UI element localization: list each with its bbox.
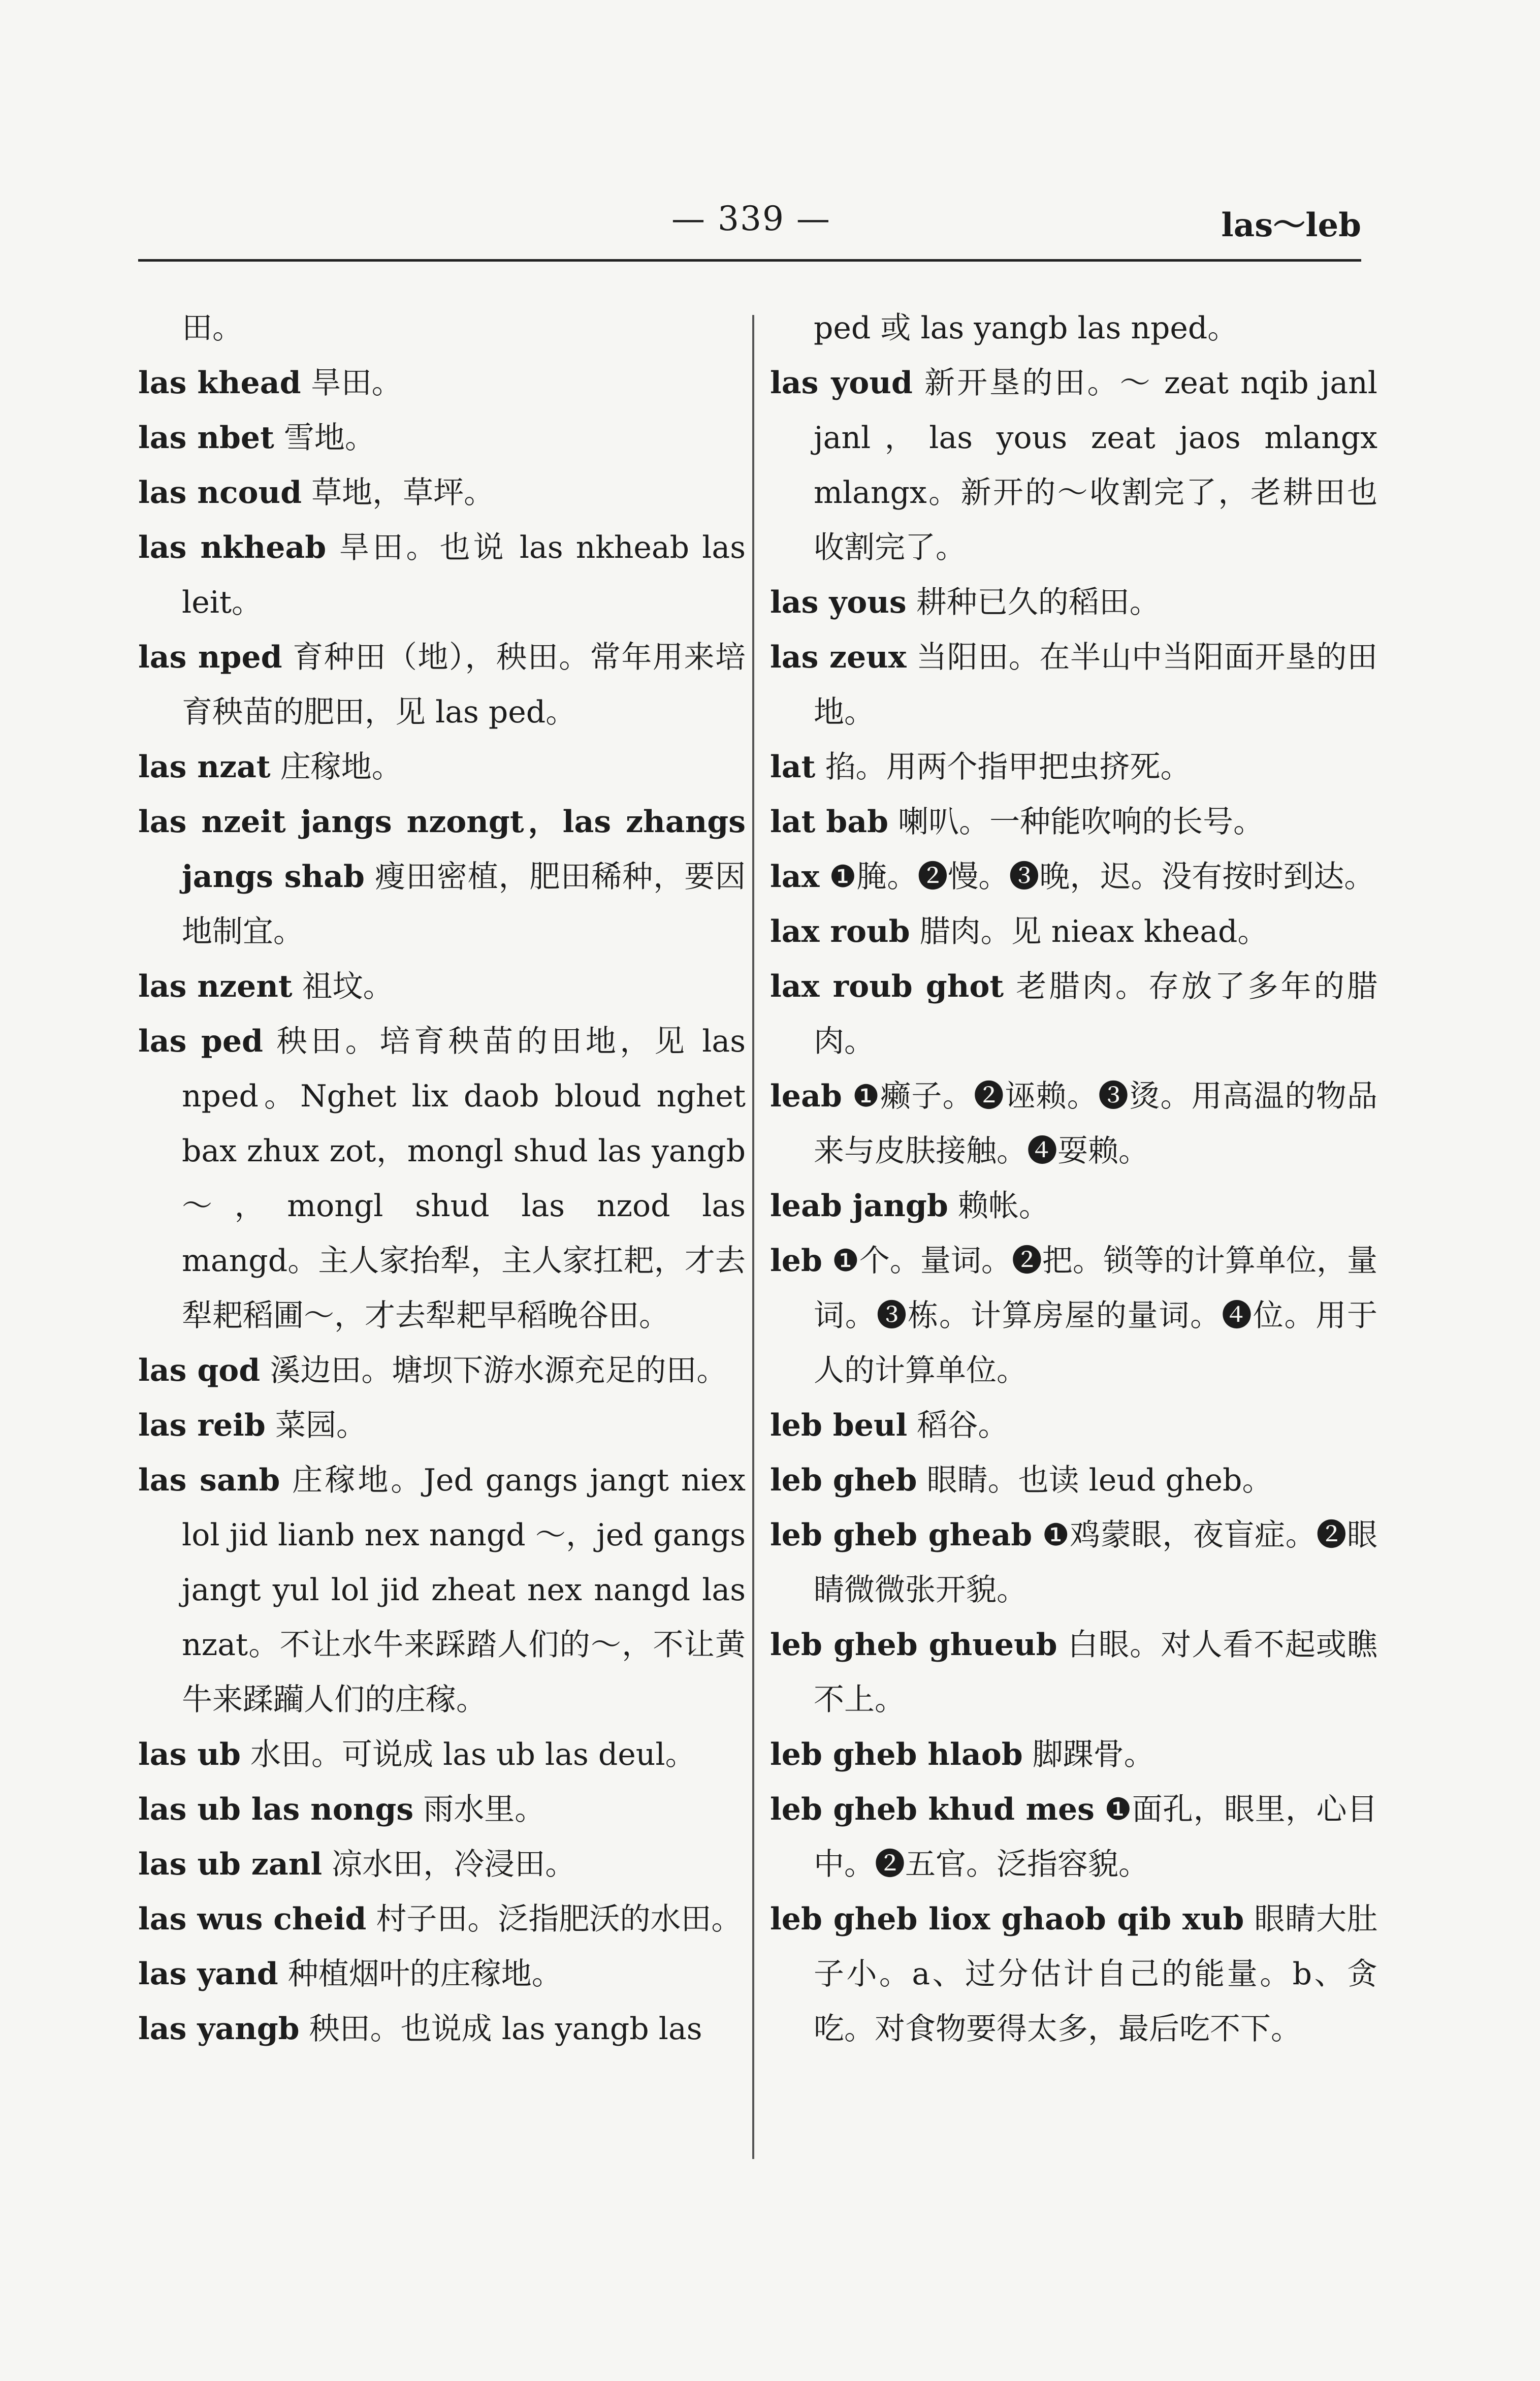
dictionary-entry xyxy=(138,1727,746,1782)
dictionary-entry xyxy=(138,1453,746,1727)
dictionary-entry xyxy=(770,959,1377,1069)
entry-headword: leb beul xyxy=(770,1408,908,1443)
dictionary-entry xyxy=(138,1014,746,1343)
entry-definition: 溪边田。塘坝下游水源充足的田。 xyxy=(260,1353,727,1388)
entry-headword: las nbet xyxy=(138,420,274,456)
dictionary-entry xyxy=(138,630,746,740)
entry-definition: 腊肉。见 nieax khead。 xyxy=(910,914,1268,949)
entry-definition: 种植烟叶的庄稼地。 xyxy=(278,1956,562,1992)
entry-definition: 脚踝骨。 xyxy=(1022,1737,1154,1772)
entry-definition: 雪地。 xyxy=(274,420,375,456)
dictionary-entry xyxy=(770,1508,1377,1617)
entry-headword: lax roub ghot xyxy=(770,969,1004,1004)
dictionary-entry xyxy=(138,795,746,959)
dictionary-entry xyxy=(770,904,1377,959)
entry-headword: las ub las nongs xyxy=(138,1792,414,1827)
dictionary-entry xyxy=(770,1069,1377,1179)
entry-headword: leb gheb hlaob xyxy=(770,1737,1023,1772)
dictionary-entry xyxy=(138,1398,746,1453)
entry-definition: 旱田。也说 las nkheab las leit。 xyxy=(182,530,746,620)
dictionary-entry xyxy=(770,575,1377,630)
entry-definition: 白眼。对人看不起或瞧不上。 xyxy=(814,1627,1377,1718)
entry-headword: las yangb xyxy=(138,2011,300,2047)
entry-headword: las sanb xyxy=(138,1463,280,1498)
entry-definition: 雨水里。 xyxy=(413,1792,546,1827)
entry-definition: 菜园。 xyxy=(265,1408,367,1443)
dictionary-entry xyxy=(138,1837,746,1892)
dictionary-entry xyxy=(770,1233,1377,1398)
entry-definition: 耕种已久的稻田。 xyxy=(906,585,1160,620)
entry-definition: 水田。可说成 las ub las deul。 xyxy=(240,1737,696,1772)
entry-headword: las ub xyxy=(138,1737,241,1772)
entry-definition: 育种田（地），秧田。常年用来培育秧苗的肥田，见 las ped。 xyxy=(182,640,746,730)
dictionary-entry xyxy=(138,1343,746,1398)
entry-headword: las zeux xyxy=(770,640,907,675)
entry-headword: lax roub xyxy=(770,914,910,949)
page-header xyxy=(138,199,1361,250)
entry-headword: leb gheb gheab xyxy=(770,1517,1033,1553)
entry-definition: 秧田。也说成 las yangb las xyxy=(299,2011,702,2047)
dictionary-entry xyxy=(138,356,746,410)
entry-definition: 秧田。培育秧苗的田地，见 las nped。Nghet lix daob bloud nghet bax zhux zot，mongl shud las yangb ～，mongl shud las nzod las mangd。主人家抬犁，主人家扛耙，才去犁耙稻圃～，才去犁耙早稻晚谷田。 xyxy=(182,1024,746,1334)
entry-headword: las nzeit jangs nzongt，las zhangs jangs shab xyxy=(138,804,746,895)
entry-headword: lax xyxy=(770,859,820,895)
entry-headword: las youd xyxy=(770,365,913,401)
entry-definition: 喇叭。一种能吹响的长号。 xyxy=(888,804,1264,840)
dictionary-entry xyxy=(770,1617,1377,1727)
entry-definition: 旱田。 xyxy=(301,365,402,401)
entry-definition: 赖帐。 xyxy=(948,1188,1049,1224)
entry-headword: las khead xyxy=(138,365,301,401)
entry-definition: 草地，草坪。 xyxy=(302,475,495,511)
dictionary-entry xyxy=(770,1179,1377,1233)
dictionary-entry xyxy=(770,1453,1377,1508)
entry-definition: 瘦田密植，肥田稀种，要因地制宜。 xyxy=(182,859,746,949)
entry-definition: 庄稼地。Jed gangs jangt niex lol jid lianb nex nangd ～，jed gangs jangt yul lol jid zheat nex nangd las nzat。不让水牛来踩踏人们的～，不让黄牛来蹂躏人们的庄稼。 xyxy=(182,1463,746,1718)
dictionary-entry xyxy=(138,410,746,465)
entry-definition: 当阳田。在半山中当阳面开垦的田地。 xyxy=(814,640,1377,730)
entry-definition: 老腊肉。存放了多年的腊肉。 xyxy=(814,969,1377,1059)
entry-headword: lat xyxy=(770,749,816,785)
entry-headword: las nzent xyxy=(138,969,293,1004)
dictionary-entry xyxy=(770,1892,1377,2056)
entry-headword: las wus cheid xyxy=(138,1901,367,1937)
dictionary-entry xyxy=(770,1782,1377,1892)
dictionary-entry xyxy=(770,740,1377,795)
dictionary-entry xyxy=(138,465,746,520)
entry-definition: 眼睛大肚子小。a、过分估计自己的能量。b、贪吃。对食物要得太多，最后吃不下。 xyxy=(814,1901,1378,2047)
entry-headword: leab jangb xyxy=(770,1188,948,1224)
entry-definition: 村子田。泛指肥沃的水田。 xyxy=(366,1901,742,1937)
header-rule xyxy=(138,259,1361,262)
entry-definition: 掐。用两个指甲把虫挤死。 xyxy=(815,749,1191,785)
entry-definition: ❶鸡蒙眼，夜盲症。❷眼睛微微张开貌。 xyxy=(814,1517,1377,1608)
entry-definition: ❶面孔，眼里，心目中。❷五官。泛指容貌。 xyxy=(814,1792,1377,1882)
entry-headword: leb gheb khud mes xyxy=(770,1792,1095,1827)
entry-definition: ❶癞子。❷诬赖。❸烫。用高温的物品来与皮肤接触。❹耍赖。 xyxy=(814,1078,1377,1169)
dictionary-entry xyxy=(138,2002,746,2056)
dictionary-entry xyxy=(138,959,746,1014)
entry-definition: 祖坟。 xyxy=(292,969,394,1004)
entry-headword: las nkheab xyxy=(138,530,327,565)
entry-headword: leb gheb xyxy=(770,1463,917,1498)
dictionary-entry xyxy=(138,1782,746,1837)
entry-headword: leb gheb ghueub xyxy=(770,1627,1057,1663)
dictionary-entry xyxy=(770,795,1377,849)
entry-definition: ❶个。量词。❷把。锁等的计算单位，量词。❸栋。计算房屋的量词。❹位。用于人的计算单位。 xyxy=(814,1243,1377,1388)
entry-definition: 新开垦的田。～ zeat nqib janl janl，las yous zeat jaos mlangx mlangx。新开的～收割完了，老耕田也收割完了。 xyxy=(814,365,1377,565)
dictionary-entry xyxy=(770,1398,1377,1453)
entry-headword: lat bab xyxy=(770,804,889,840)
entry-range: las～leb xyxy=(1221,206,1361,244)
dictionary-entry xyxy=(770,630,1377,740)
entry-headword: las ncoud xyxy=(138,475,302,511)
entry-definition: 庄稼地。 xyxy=(270,749,402,785)
dictionary-entry xyxy=(770,849,1377,904)
entry-headword: las nped xyxy=(138,640,282,675)
entry-headword: las nzat xyxy=(138,749,271,785)
entry-headword: leb xyxy=(770,1243,822,1279)
left-column xyxy=(138,301,746,2056)
right-column xyxy=(770,301,1377,2056)
entry-definition: ❶腌。❷慢。❸晚，迟。没有按时到达。 xyxy=(819,859,1375,895)
entry-definition: 田。 xyxy=(182,310,243,346)
entry-definition: 凉水田，冷浸田。 xyxy=(322,1847,576,1882)
entry-headword: las yand xyxy=(138,1956,278,1992)
entry-headword: las ub zanl xyxy=(138,1847,323,1882)
entry-definition: 眼睛。也读 leud gheb。 xyxy=(917,1463,1273,1498)
dictionary-entry xyxy=(138,1892,746,1947)
dictionary-entry xyxy=(770,301,1377,356)
page-number: — 339 — xyxy=(671,199,831,238)
dictionary-entry xyxy=(138,301,746,356)
dictionary-entry xyxy=(770,1727,1377,1782)
entry-definition: ped 或 las yangb las nped。 xyxy=(814,310,1238,346)
column-divider xyxy=(752,315,754,2159)
entry-headword: las reib xyxy=(138,1408,266,1443)
dictionary-entry xyxy=(138,520,746,630)
entry-headword: leab xyxy=(770,1078,842,1114)
entry-headword: las ped xyxy=(138,1024,263,1059)
entry-headword: las yous xyxy=(770,585,907,620)
entry-definition: 稻谷。 xyxy=(907,1408,1009,1443)
entry-headword: leb gheb liox ghaob qib xub xyxy=(770,1901,1244,1937)
dictionary-entry xyxy=(770,356,1377,575)
dictionary-entry xyxy=(138,1947,746,2002)
dictionary-entry xyxy=(138,740,746,795)
entry-headword: las qod xyxy=(138,1353,261,1388)
